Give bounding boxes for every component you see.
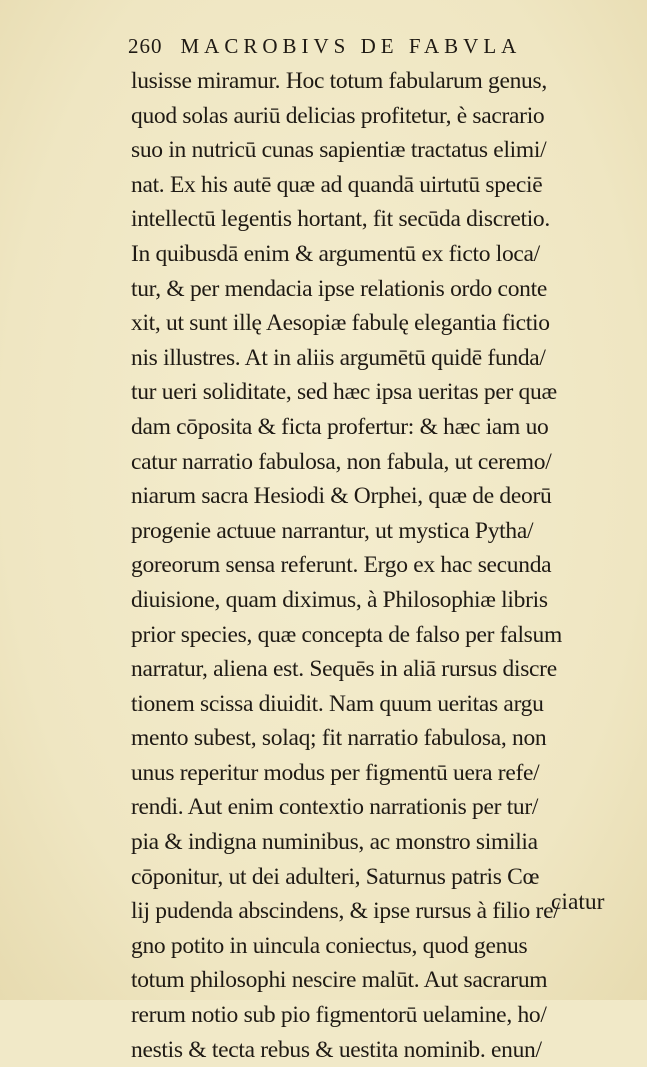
- text-line: catur narratio fabulosa, non fabula, ut ceremo/: [131, 448, 552, 475]
- text-line: intellectū legentis hortant, fit secūda discretio.: [131, 206, 550, 233]
- text-line: suo in nutricū cunas sapientiæ tractatus elimi/: [131, 137, 547, 164]
- text-line: narratur, aliena est. Sequēs in aliā rursus discre: [131, 656, 557, 683]
- text-line: quod solas auriū delicias profitetur, è sacrario: [131, 102, 545, 129]
- text-line: dam cōposita & ficta profertur: & hæc iam uo: [131, 413, 549, 440]
- text-line: lusisse miramur. Hoc totum fabularum genus,: [131, 68, 547, 94]
- text-line: tionem scissa diuidit. Nam quum ueritas argu: [131, 690, 544, 717]
- text-line: lij pudenda abscindens, & ipse rursus à filio re/: [131, 898, 560, 925]
- text-line: rerum notio sub pio figmentorū uelamine, ho/: [131, 1002, 547, 1029]
- text-line: unus reperitur modus per figmentū uera refe/: [131, 759, 540, 786]
- text-line: mento subest, solaq; fit narratio fabulosa, non: [131, 725, 547, 752]
- text-block: [131, 64, 621, 1067]
- text-line: prior species, quæ concepta de falso per falsum: [131, 621, 562, 648]
- page-number: 260: [128, 34, 163, 58]
- text-line: In quibusdā enim & argumentū ex ficto loca/: [131, 240, 540, 267]
- text-line: tur ueri soliditate, sed hæc ipsa ueritas per quæ: [131, 379, 557, 406]
- text-line: tur, & per mendacia ipse relationis ordo conte: [131, 275, 547, 302]
- text-line: xit, ut sunt illę Aesopiæ fabulę elegantia fictio: [131, 310, 550, 337]
- text-line: diuisione, quam diximus, à Philosophiæ libris: [131, 586, 548, 613]
- text-line: nat. Ex his autē quæ ad quandā uirtutū speciē: [131, 171, 543, 198]
- text-line: progenie actuue narrantur, ut mystica Pytha/: [131, 517, 534, 544]
- text-line: nis illustres. At in aliis argumētū quidē funda/: [131, 344, 546, 371]
- running-head: MACROBIVS DE FABVLA: [180, 34, 522, 58]
- text-line: totum philosophi nescire malūt. Aut sacrarum: [131, 967, 548, 994]
- catchword: ciatur: [551, 889, 605, 915]
- text-line: goreorum sensa referunt. Ergo ex hac secunda: [131, 552, 552, 579]
- text-line: pia & indigna numinibus, ac monstro similia: [131, 829, 538, 856]
- text-line: niarum sacra Hesiodi & Orphei, quæ de deorū: [131, 483, 552, 510]
- text-line: rendi. Aut enim contextio narrationis per tur/: [131, 794, 539, 821]
- text-line: cōponitur, ut dei adulteri, Saturnus patris Cœ: [131, 863, 540, 890]
- page-header: [128, 34, 588, 60]
- text-line: gno potito in uincula coniectus, quod genus: [131, 932, 528, 959]
- text-line: nestis & tecta rebus & uestita nominib. enun/: [131, 1036, 542, 1063]
